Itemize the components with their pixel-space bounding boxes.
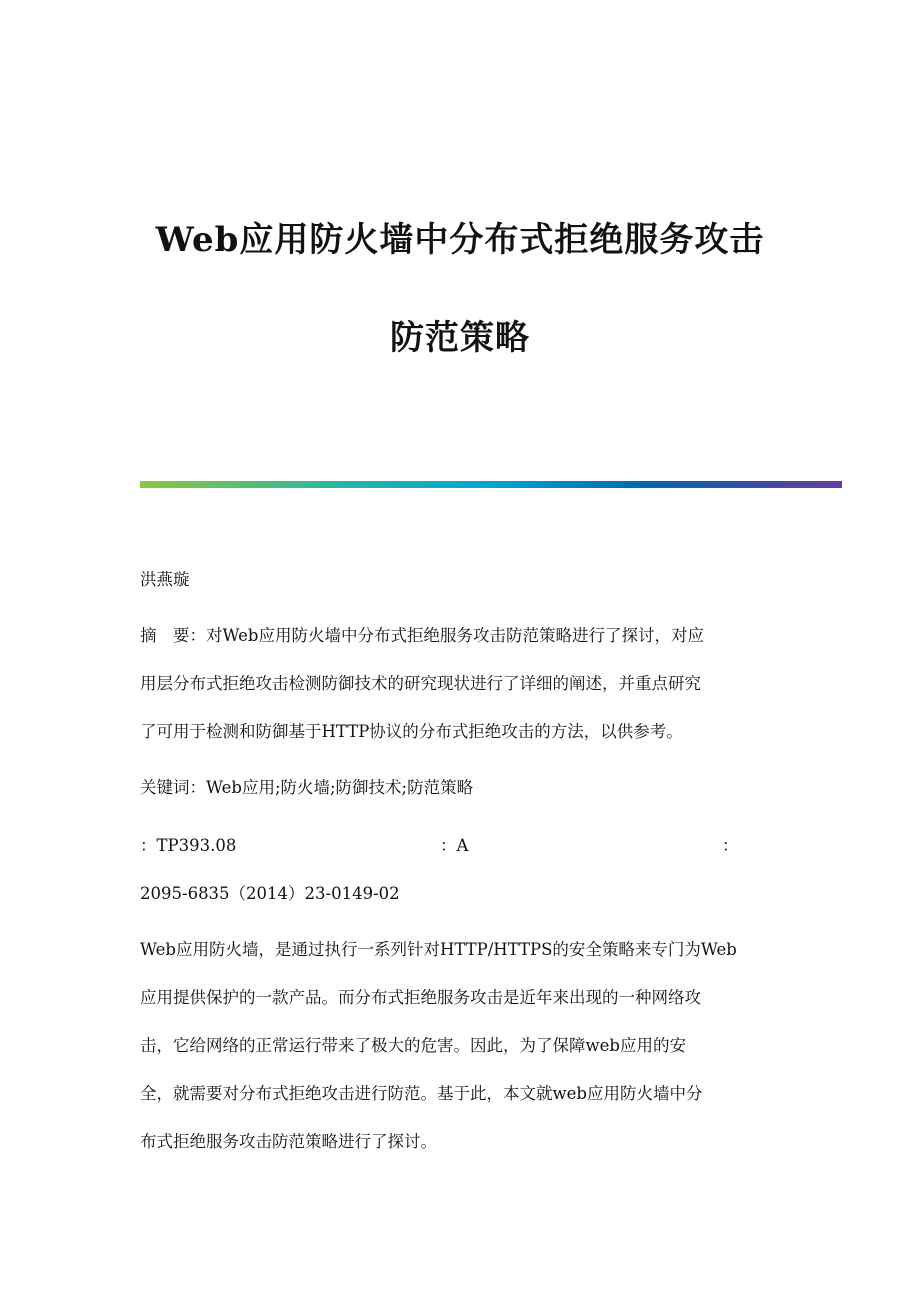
abstract-label: 摘 要： xyxy=(140,626,206,645)
author: 洪燕璇 xyxy=(140,570,190,589)
abstract-line-1 xyxy=(140,624,780,648)
article-id-label: ： xyxy=(722,836,739,855)
classification-row xyxy=(140,834,780,858)
abstract-line-2: 用层分布式拒绝攻击检测防御技术的研究现状进行了详细的阐述，并重点研究 xyxy=(140,674,701,693)
abstract-line-3: 了可用于检测和防御基于HTTP协议的分布式拒绝攻击的方法，以供参考。 xyxy=(140,722,683,741)
title-line-1: Web应用防火墙中分布式拒绝服务攻击 xyxy=(155,220,765,260)
body-line-1: Web应用防火墙，是通过执行一系列针对HTTP/HTTPS的安全策略来专门为Web xyxy=(140,940,737,959)
gradient-divider xyxy=(140,481,842,488)
keywords: 关键词：Web应用;防火墙;防御技术;防范策略 xyxy=(140,778,474,797)
body-line-4: 全，就需要对分布式拒绝攻击进行防范。基于此，本文就web应用防火墙中分 xyxy=(140,1084,703,1103)
body-line-2: 应用提供保护的一款产品。而分布式拒绝服务攻击是近年来出现的一种网络攻 xyxy=(140,988,701,1007)
article-id: 2095-6835（2014）23-0149-02 xyxy=(140,884,400,903)
abstract-text-1: 对Web应用防火墙中分布式拒绝服务攻击防范策略进行了探讨，对应 xyxy=(206,626,704,645)
title-line-2: 防范策略 xyxy=(390,318,530,358)
document-code: ：A xyxy=(440,836,469,855)
body-line-5: 布式拒绝服务攻击防范策略进行了探讨。 xyxy=(140,1132,437,1151)
body-line-3: 击，它给网络的正常运行带来了极大的危害。因此，为了保障web应用的安 xyxy=(140,1036,686,1055)
clc-number: ：TP393.08 xyxy=(140,836,237,855)
